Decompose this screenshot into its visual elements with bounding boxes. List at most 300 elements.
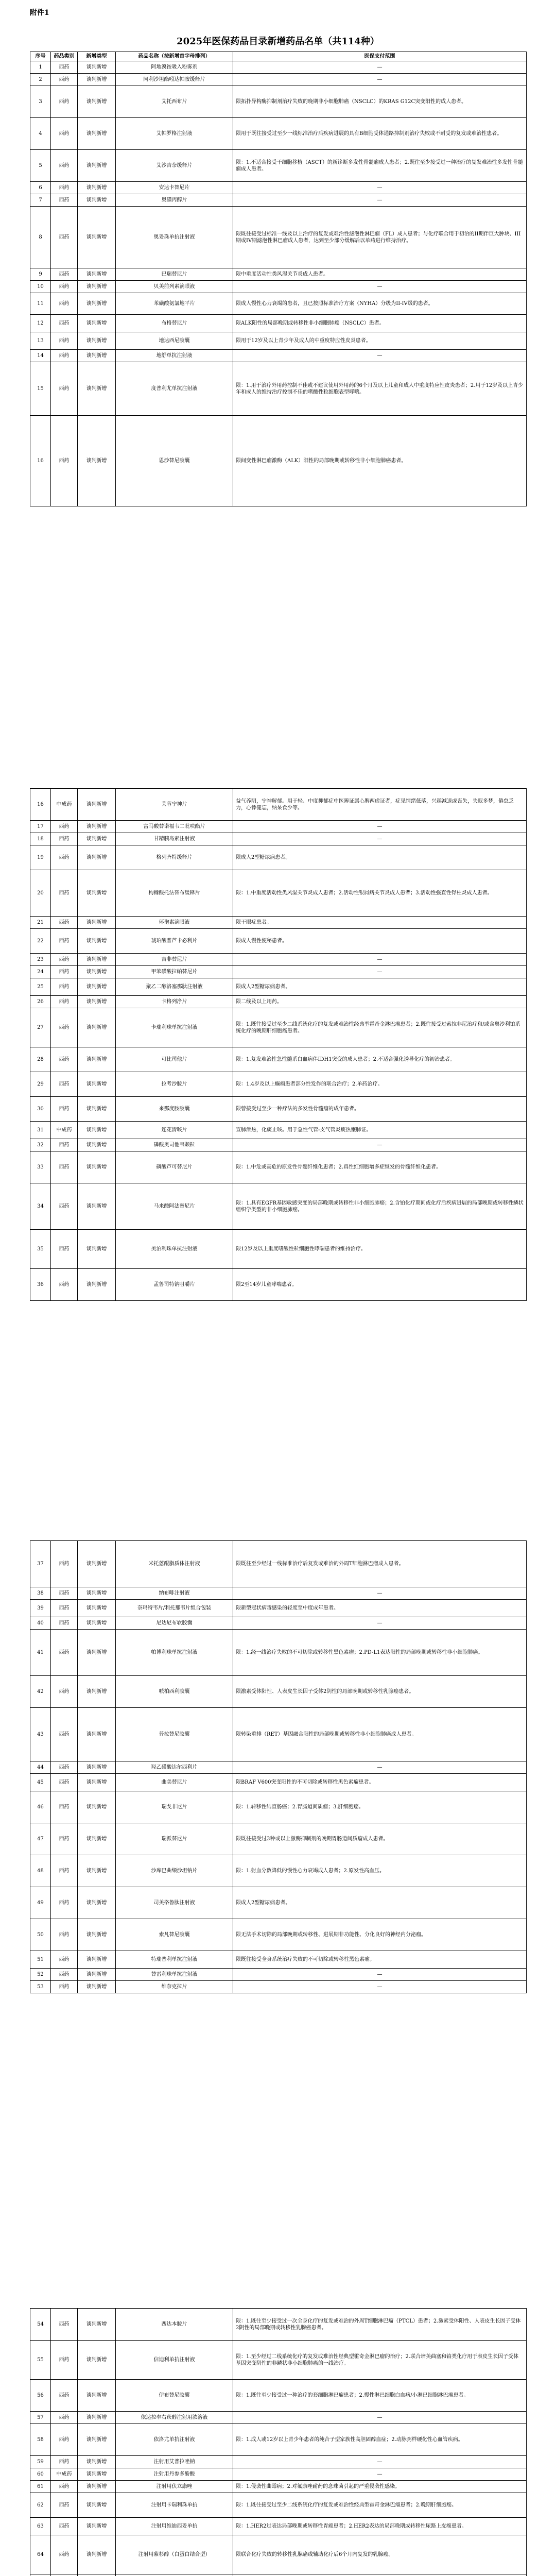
table-row [30,1269,527,1301]
row-coverage-scope: — [233,2412,527,2424]
row-index: 1 [30,61,51,74]
row-category: 西药 [51,870,78,917]
row-coverage-scope: 限激素受体阳性、人表皮生长因子受体2阴性的局部晚期或转移性乳腺癌患者。 [233,1676,527,1708]
row-index: 20 [30,870,51,917]
row-index: 36 [30,1269,51,1301]
row-index: 17 [30,821,51,833]
row-index: 34 [30,1183,51,1230]
row-drug-name: 富马酸替诺福韦二吡呋酯片 [116,821,233,833]
row-coverage-scope: 限成人2型糖尿病患者。 [233,845,527,870]
row-category: 西药 [51,350,78,362]
row-index: 4 [30,118,51,150]
row-drug-name: 安达卡替尼片 [116,182,233,194]
row-coverage-scope: 限新型冠状病毒感染的轻度至中度成年患者。 [233,1600,527,1617]
row-type: 谈判新增 [78,1139,116,1151]
row-drug-name: 美泊利珠单抗注射液 [116,1230,233,1269]
row-category [51,2574,78,2576]
table-row [30,2468,527,2481]
row-drug-name: 注射用丹参多酚酸 [116,2468,233,2481]
row-coverage-scope: — [233,1969,527,1981]
row-index: 57 [30,2412,51,2424]
row-index: 11 [30,293,51,315]
drug-table [30,788,527,1301]
row-category: 西药 [51,1919,78,1951]
row-index [30,2574,51,2576]
table-row [30,2412,527,2424]
attachment-label: 附件1 [30,9,49,17]
row-drug-name: 苯磺酸氨氯地平片 [116,293,233,315]
row-category: 西药 [51,362,78,416]
table-header-row [30,52,527,61]
row-category: 西药 [51,150,78,182]
row-drug-name: 注射用紫杉醇（白蛋白结合型） [116,2535,233,2574]
row-type: 谈判新增 [78,1122,116,1139]
row-type: 谈判新增 [78,1047,116,1072]
table-row [30,966,527,978]
row-type: 谈判新增 [78,966,116,978]
row-index: 56 [30,2380,51,2412]
row-drug-name: 替雷利珠单抗注射液 [116,1969,233,1981]
row-coverage-scope: 限曾接受过至少一种疗法的多发性骨髓瘤的成年患者。 [233,1097,527,1122]
row-drug-name: 帕博利珠单抗注射液 [116,1630,233,1676]
row-type: 谈判新增 [78,1774,116,1791]
row-index: 43 [30,1708,51,1761]
row-category: 西药 [51,1139,78,1151]
row-drug-name: 艾帕罗格注射液 [116,118,233,150]
row-category: 西药 [51,1855,78,1887]
row-category: 中成药 [51,1122,78,1139]
table-row [30,929,527,954]
row-category: 西药 [51,954,78,966]
table-row [30,1855,527,1887]
row-type: 谈判新增 [78,1951,116,1969]
row-drug-name: 卡格列净片 [116,996,233,1008]
table-row [30,2380,527,2412]
table-row [30,1951,527,1969]
row-drug-name: 哌柏西利胶囊 [116,1676,233,1708]
row-coverage-scope: 限2至14岁儿童哮喘患者。 [233,1269,527,1301]
row-index: 19 [30,845,51,870]
row-category: 西药 [51,74,78,86]
row-category: 西药 [51,118,78,150]
row-type: 谈判新增 [78,1600,116,1617]
row-coverage-scope: 限：1.至少经过二线系统化疗的复发或难治性经典型霍奇金淋巴瘤的治疗；2.联合培美曲塞和铂类化疗用于表皮生长因子受体基因突变阴性的非鳞状非小细胞肺癌的一线治疗。 [233,2341,527,2380]
row-coverage-scope [233,2574,527,2576]
row-category: 西药 [51,293,78,315]
row-drug-name: 羟乙磺酸达尔西利片 [116,1761,233,1774]
row-index: 16 [30,789,51,821]
row-type: 谈判新增 [78,2456,116,2468]
row-type: 谈判新增 [78,332,116,350]
row-type: 谈判新增 [78,2341,116,2380]
table-row [30,1097,527,1122]
row-drug-name: 奥磺丙醇片 [116,194,233,207]
row-coverage-scope: 益气养阴，宁神解郁。用于轻、中度抑郁症中医辨证属心脾两虚证者，症见情绪低落，兴趣减退或丧失，失眠多梦，倦怠乏力，心悸健忘，纳呆食少等。 [233,789,527,821]
header-type: 新增类型 [78,52,116,61]
row-coverage-scope: 限：1.既往接受过至少二线系统化疗的复发或难治性经典型霍奇金淋巴瘤患者；2.既往接受过索拉非尼治疗和/或含奥沙利铂系统化疗的晚期肝细胞癌患者。 [233,1008,527,1047]
row-drug-name: 芙蓉宁神片 [116,789,233,821]
row-category: 西药 [51,2493,78,2518]
row-category: 西药 [51,1097,78,1122]
row-coverage-scope: 限：1.不适合接受干细胞移植（ASCT）的新诊断多发性骨髓瘤成人患者；2.既往至少接受过一种治疗的复发难治性多发性骨髓瘤成人患者。 [233,150,527,182]
row-coverage-scope: 限既往至少经过一线标准治疗后复发或难治的外周T细胞淋巴瘤成人患者。 [233,1541,527,1587]
table-row [30,293,527,315]
row-type: 谈判新增 [78,833,116,845]
row-coverage-scope: — [233,350,527,362]
table-row [30,1969,527,1981]
row-category: 西药 [51,268,78,281]
row-type: 谈判新增 [78,1708,116,1761]
row-type: 谈判新增 [78,362,116,416]
row-category: 西药 [51,315,78,332]
row-coverage-scope: 限：1.既往至少接受过一种治疗的套细胞淋巴瘤患者；2.慢性淋巴细胞白血病/小淋巴细胞淋巴瘤患者。 [233,2380,527,2412]
table-row [30,118,527,150]
row-drug-name: 琥珀酸普芦卡必利片 [116,929,233,954]
row-coverage-scope: — [233,182,527,194]
row-drug-name: 吉非替尼片 [116,954,233,966]
row-index: 55 [30,2341,51,2380]
row-type: 谈判新增 [78,268,116,281]
row-coverage-scope: — [233,2456,527,2468]
table-row [30,268,527,281]
row-type: 谈判新增 [78,1887,116,1919]
table-row [30,789,527,821]
table-page-4 [30,2308,526,2576]
row-coverage-scope: — [233,61,527,74]
row-coverage-scope: 限：1.中危或高危的原发性骨髓纤维化患者；2.真性红细胞增多症继发的骨髓纤维化患者。 [233,1151,527,1183]
row-drug-name: 伊布替尼胶囊 [116,2380,233,2412]
row-index: 50 [30,1919,51,1951]
table-row [30,1761,527,1774]
row-category: 西药 [51,1183,78,1230]
row-index: 23 [30,954,51,966]
table-row [30,315,527,332]
row-category: 西药 [51,2535,78,2574]
row-category: 西药 [51,2481,78,2493]
row-index: 39 [30,1600,51,1617]
row-category: 西药 [51,833,78,845]
row-index: 10 [30,281,51,293]
row-type: 谈判新增 [78,1855,116,1887]
table-row [30,1774,527,1791]
row-drug-name: 米托蒽醌脂质体注射液 [116,1541,233,1587]
document-title: 2025年医保药品目录新增药品名单（共114种） [177,36,379,47]
row-index: 30 [30,1097,51,1122]
row-drug-name: 艾托西布片 [116,86,233,118]
header-coverage-scope: 医保支付范围 [233,52,527,61]
table-row [30,1047,527,1072]
row-drug-name: 环孢素滴眼液 [116,917,233,929]
row-coverage-scope: 限用于12岁及以上青少年及成人的中重度特应性皮炎患者。 [233,332,527,350]
table-row [30,61,527,74]
row-coverage-scope: 限二线及以上用药。 [233,996,527,1008]
row-coverage-scope: 限：1.中重度活动性类风湿关节炎成人患者；2.活动性银屑病关节炎成人患者；3.活动性强直性脊柱炎成人患者。 [233,870,527,917]
row-type: 谈判新增 [78,996,116,1008]
row-index: 47 [30,1823,51,1855]
table-row [30,182,527,194]
row-coverage-scope: 限：1.具有EGFR基因敏感突变的局部晚期或转移性非小细胞肺癌；2.含铂化疗期间或化疗后疾病进展的局部晚期或转移性鳞状组织学类型的非小细胞肺癌。 [233,1183,527,1230]
table-row [30,2535,527,2574]
drug-table [30,2308,527,2576]
row-coverage-scope: 限：1.成人或12岁以上青少年患者的纯合子型家族性高胆固醇血症；2.动脉粥样硬化性心血管疾病。 [233,2424,527,2456]
row-drug-name [116,2574,233,2576]
row-drug-name: 磷酸奥司他韦颗粒 [116,1139,233,1151]
row-index: 3 [30,86,51,118]
row-type: 谈判新增 [78,2412,116,2424]
row-type: 谈判新增 [78,917,116,929]
table-row [30,2493,527,2518]
row-type: 谈判新增 [78,194,116,207]
row-category: 西药 [51,1708,78,1761]
row-drug-name: 地舒单抗注射液 [116,350,233,362]
row-category: 西药 [51,1008,78,1047]
drug-table [30,1540,527,1993]
row-coverage-scope: 限：1.复发难治性急性髓系白血病伴IDH1突变的成人患者；2.不适合强化诱导化疗的初治患者。 [233,1047,527,1072]
row-coverage-scope: 限干眼症患者。 [233,917,527,929]
table-row [30,821,527,833]
row-category: 西药 [51,207,78,268]
row-coverage-scope: 限间变性淋巴瘤激酶（ALK）阳性的局部晚期或转移性非小细胞肺癌患者。 [233,416,527,506]
row-drug-name: 艾沙吉奈缓释片 [116,150,233,182]
row-type: 谈判新增 [78,182,116,194]
row-coverage-scope: — [233,1587,527,1600]
row-drug-name: 贝美前列素滴眼液 [116,281,233,293]
row-category: 西药 [51,1617,78,1630]
row-coverage-scope: — [233,1761,527,1774]
row-drug-name: 地达西尼胶囊 [116,332,233,350]
row-drug-name: 瑞戈非尼片 [116,1791,233,1823]
row-type: 谈判新增 [78,61,116,74]
row-category: 西药 [51,845,78,870]
row-coverage-scope: 限既往接受过标准一线及以上治疗的复发或难治性滤泡性淋巴瘤（FL）成人患者；与化疗联合用于初治的II期伴巨大肿块、III期或IV期滤泡性淋巴瘤成人患者，达到至少部分缓解后以单药进行维持治疗。 [233,207,527,268]
row-index: 2 [30,74,51,86]
row-index: 58 [30,2424,51,2456]
table-row [30,833,527,845]
row-coverage-scope: 限：1.射血分数降低的慢性心力衰竭成人患者；2.原发性高血压。 [233,1855,527,1887]
row-category: 西药 [51,1676,78,1708]
row-type: 谈判新增 [78,1969,116,1981]
table-row [30,845,527,870]
row-drug-name: 依达拉奉右莰醇注射用浓溶液 [116,2412,233,2424]
row-type: 谈判新增 [78,416,116,506]
row-drug-name: 尼达尼布软胶囊 [116,1617,233,1630]
row-category: 西药 [51,61,78,74]
row-drug-name: 注射用艾普拉唑钠 [116,2456,233,2468]
row-type: 谈判新增 [78,74,116,86]
row-type: 谈判新增 [78,315,116,332]
table-row [30,362,527,416]
row-index: 41 [30,1630,51,1676]
table-row [30,1600,527,1617]
row-drug-name: 来那度胺胶囊 [116,1097,233,1122]
row-drug-name: 维奈克拉片 [116,1981,233,1993]
row-drug-name: 奥妥珠单抗注射液 [116,207,233,268]
table-row [30,207,527,268]
row-category: 西药 [51,2518,78,2535]
row-type: 谈判新增 [78,118,116,150]
row-type: 谈判新增 [78,2535,116,2574]
row-coverage-scope: 限用于既往接受过至少一线标准治疗后疾病进展的具有B细胞受体通路抑制剂治疗失败或不耐受的复发或难治性患者。 [233,118,527,150]
row-drug-name: 注射用伏立康唑 [116,2481,233,2493]
table-page-2 [30,788,526,1301]
row-type: 谈判新增 [78,1617,116,1630]
row-index: 8 [30,207,51,268]
row-category: 西药 [51,1823,78,1855]
row-coverage-scope: 限拓扑异构酶抑制剂治疗失败的晚期非小细胞肺癌（NSCLC）的KRAS G12C突变阳性的成人患者。 [233,86,527,118]
row-coverage-scope: 限中重度活动性类风湿关节炎成人患者。 [233,268,527,281]
table-row [30,2341,527,2380]
row-coverage-scope: 限：1.HER2过表达局部晚期或转移性胃癌患者；2.HER2表达的局部晚期或转移性尿路上皮癌患者。 [233,2518,527,2535]
row-category: 西药 [51,1981,78,1993]
row-index: 32 [30,1139,51,1151]
row-type: 谈判新增 [78,978,116,996]
row-index: 7 [30,194,51,207]
row-drug-name: 特瑞普利单抗注射液 [116,1951,233,1969]
row-category: 西药 [51,929,78,954]
row-drug-name: 度普利尤单抗注射液 [116,362,233,416]
row-category: 中成药 [51,789,78,821]
row-category: 西药 [51,821,78,833]
row-category: 西药 [51,1587,78,1600]
row-category: 西药 [51,2456,78,2468]
table-row [30,1676,527,1708]
table-row [30,1617,527,1630]
row-coverage-scope: — [233,74,527,86]
row-category: 西药 [51,1541,78,1587]
row-type: 谈判新增 [78,1183,116,1230]
row-drug-name: 聚乙二醇洛塞那肽注射液 [116,978,233,996]
row-type: 谈判新增 [78,2468,116,2481]
row-category: 西药 [51,1230,78,1269]
row-category: 西药 [51,416,78,506]
row-coverage-scope: — [233,281,527,293]
row-index: 38 [30,1587,51,1600]
table-row [30,1008,527,1047]
row-drug-name: 曲美替尼片 [116,1774,233,1791]
row-index: 54 [30,2309,51,2341]
row-category: 西药 [51,1791,78,1823]
table-row [30,1919,527,1951]
row-category: 西药 [51,1047,78,1072]
row-drug-name: 注射用卡瑞利珠单抗 [116,2493,233,2518]
row-coverage-scope: — [233,2468,527,2481]
row-drug-name: 卡瑞利珠单抗注射液 [116,1008,233,1047]
row-type: 谈判新增 [78,1008,116,1047]
row-coverage-scope: 限成人2型糖尿病患者。 [233,1887,527,1919]
row-coverage-scope: 限成人2型糖尿病患者。 [233,978,527,996]
table-row [30,1151,527,1183]
table-row [30,1708,527,1761]
row-type: 谈判新增 [78,1919,116,1951]
row-index: 31 [30,1122,51,1139]
row-drug-name: 可比司他片 [116,1047,233,1072]
row-index: 6 [30,182,51,194]
table-row [30,870,527,917]
row-category: 西药 [51,1630,78,1676]
row-index: 60 [30,2468,51,2481]
row-drug-name: 孟鲁司特钠咀嚼片 [116,1269,233,1301]
table-row [30,1122,527,1139]
row-category: 西药 [51,2412,78,2424]
row-index: 29 [30,1072,51,1097]
row-coverage-scope: 限：1.侵袭性曲霉病；2.对氟康唑耐药的念珠菌引起的严重侵袭性感染。 [233,2481,527,2493]
row-coverage-scope: — [233,1617,527,1630]
row-drug-name: 格列齐特缓释片 [116,845,233,870]
row-type: 谈判新增 [78,1791,116,1823]
row-type: 谈判新增 [78,2481,116,2493]
row-type: 谈判新增 [78,845,116,870]
row-index: 25 [30,978,51,996]
table-row [30,150,527,182]
row-category: 西药 [51,966,78,978]
row-type: 谈判新增 [78,1541,116,1587]
table-row [30,1230,527,1269]
row-type: 谈判新增 [78,2424,116,2456]
row-drug-name: 注射用维迪西妥单抗 [116,2518,233,2535]
table-row [30,1981,527,1993]
row-category: 西药 [51,1072,78,1097]
row-category: 西药 [51,1951,78,1969]
row-type: 谈判新增 [78,2309,116,2341]
table-row [30,350,527,362]
row-type: 谈判新增 [78,789,116,821]
row-type: 谈判新增 [78,1151,116,1183]
table-row [30,281,527,293]
table-row [30,2309,527,2341]
row-category: 西药 [51,1600,78,1617]
table-row [30,1791,527,1823]
row-drug-name: 甘精胰岛素注射液 [116,833,233,845]
row-drug-name: 阿利沙坦酯吲达帕胺缓释片 [116,74,233,86]
row-drug-name: 沙库巴曲缬沙坦钠片 [116,1855,233,1887]
row-drug-name: 索凡替尼胶囊 [116,1919,233,1951]
table-row [30,1072,527,1097]
row-category: 西药 [51,2341,78,2380]
header-index: 序号 [30,52,51,61]
row-drug-name: 纳布啡注射液 [116,1587,233,1600]
row-index: 46 [30,1791,51,1823]
table-row [30,2518,527,2535]
row-index: 21 [30,917,51,929]
row-index: 40 [30,1617,51,1630]
row-coverage-scope: 限：1.经一线治疗失败的不可切除或转移性黑色素瘤；2.PD-L1表达阳性的局部晚期或转移性非小细胞肺癌。 [233,1630,527,1676]
table-row [30,1183,527,1230]
row-category: 西药 [51,2309,78,2341]
row-type: 谈判新增 [78,1072,116,1097]
table-row [30,194,527,207]
row-drug-name: 拉考沙胺片 [116,1072,233,1097]
row-coverage-scope: 限12岁及以上重度嗜酸性粒细胞性哮喘患者的维持治疗。 [233,1230,527,1269]
row-type: 谈判新增 [78,207,116,268]
row-category: 西药 [51,2380,78,2412]
row-drug-name: 普拉替尼胶囊 [116,1708,233,1761]
row-type: 谈判新增 [78,1630,116,1676]
row-drug-name: 枸橼酸托法替布缓释片 [116,870,233,917]
header-drug-name: 药品名称（按新增首字母排列） [116,52,233,61]
row-category: 中成药 [51,2468,78,2481]
row-drug-name: 磷酸芦可替尼片 [116,1151,233,1183]
table-row [30,416,527,506]
row-category: 西药 [51,1774,78,1791]
row-coverage-scope: 宣肺泄热，化痰止咳。用于急性气管-支气管炎痰热壅肺证。 [233,1122,527,1139]
row-index: 45 [30,1774,51,1791]
row-index: 37 [30,1541,51,1587]
row-type: 谈判新增 [78,86,116,118]
row-type: 谈判新增 [78,954,116,966]
row-coverage-scope: 限既往接受过3种或以上激酶抑制剂的晚期胃肠道间质瘤成人患者。 [233,1823,527,1855]
row-index: 14 [30,350,51,362]
row-index: 62 [30,2493,51,2518]
